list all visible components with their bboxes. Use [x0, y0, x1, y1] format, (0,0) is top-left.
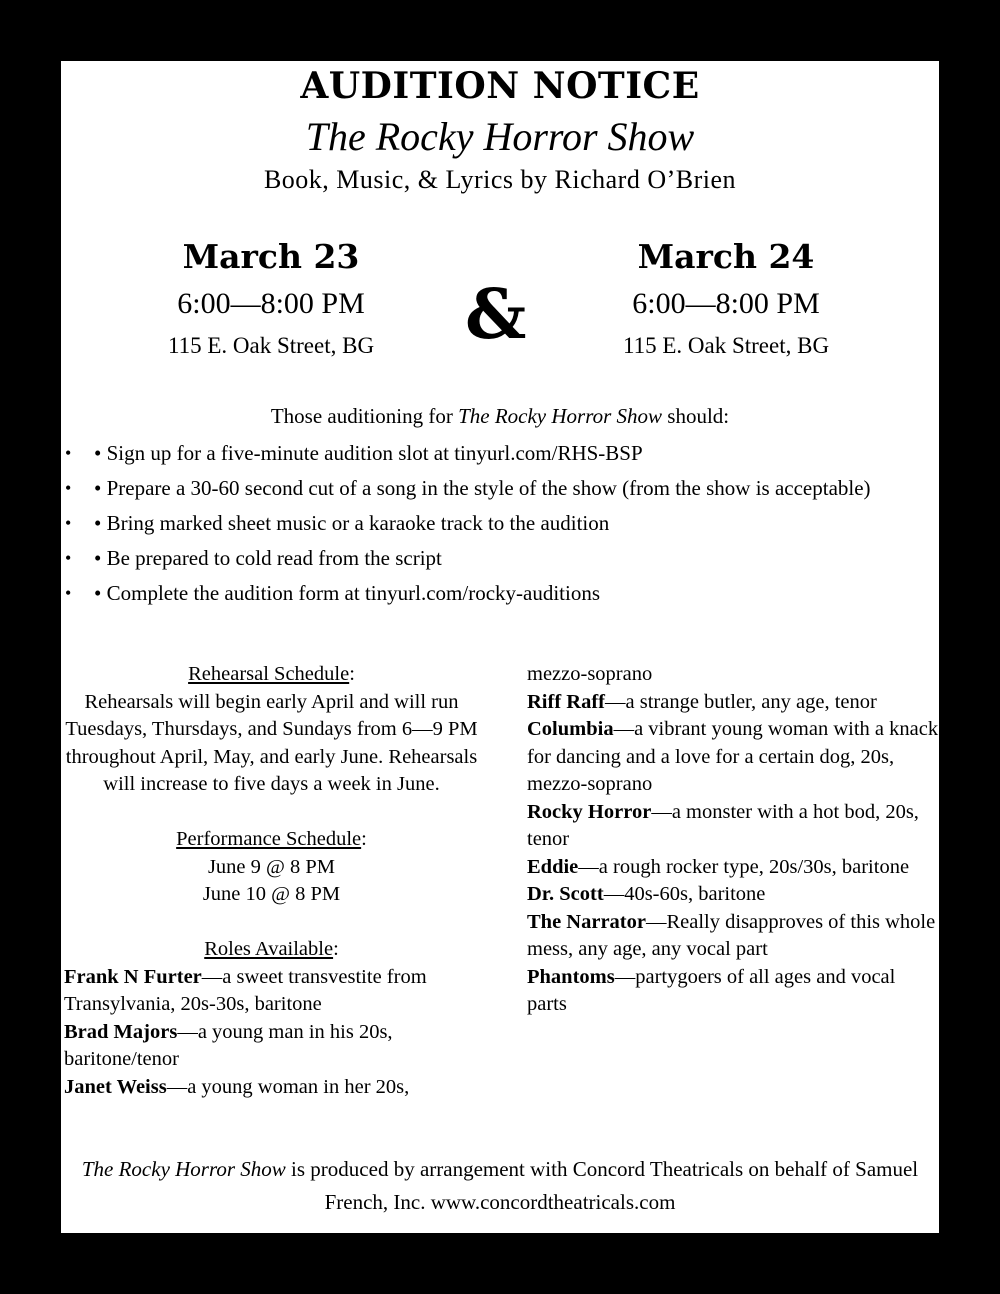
role-name: Janet Weiss — [64, 1075, 167, 1098]
rehearsal-heading — [64, 661, 479, 689]
role-name: Dr. Scott — [527, 883, 604, 905]
performance-heading-text: Performance Schedule — [176, 828, 362, 850]
footer-text: is produced by arrangement with Concord Theatricals on behalf of Samuel French, Inc. www.concordtheatricals.com — [285, 1157, 919, 1214]
right-column — [527, 661, 939, 1019]
role-entry — [527, 716, 939, 799]
list-item: • • Be prepared to cold read from the script — [94, 542, 914, 574]
audition-time: 6:00—8:00 PM — [177, 287, 365, 320]
role-name: Columbia — [527, 718, 614, 740]
role-entry — [527, 854, 939, 882]
rehearsal-heading-text: Rehearsal Schedule — [188, 663, 350, 685]
list-item: • • Prepare a 30-60 second cut of a song in the style of the show (from the show is acceptable) — [94, 472, 914, 504]
list-item: • • Complete the audition form at tinyurl.com/rocky-auditions — [94, 577, 914, 609]
role-desc: —a young woman in her 20s, — [166, 1075, 410, 1098]
ampersand: & — [465, 275, 527, 355]
role-name: Rocky Horror — [527, 800, 652, 823]
list-item: • • Bring marked sheet music or a karaoke track to the audition — [94, 507, 914, 539]
role-desc: —a sweet transvestite from Transylvania, 20s-30s, baritone — [64, 965, 427, 1015]
performance-date: June 9 @ 8 PM — [207, 855, 336, 878]
role-entry — [527, 799, 939, 854]
requirements-intro — [61, 404, 939, 429]
role-desc: —40s-60s, baritone — [603, 883, 766, 905]
role-entry — [527, 964, 939, 1019]
role-desc: —partygoers of all ages and vocal parts — [527, 965, 896, 1015]
role-entry — [64, 1019, 479, 1074]
intro-text: Those auditioning for — [270, 404, 459, 428]
heading-colon: : — [333, 938, 339, 960]
role-desc: —a vibrant young woman with a knack for dancing and a love for a certain dog, 20s, mezzo-soprano — [527, 718, 939, 795]
role-name: Eddie — [527, 855, 579, 878]
roles-heading — [64, 936, 479, 964]
role-desc: —a rough rocker type, 20s/30s, baritone — [578, 855, 910, 878]
show-title: The Rocky Horror Show — [305, 114, 695, 159]
date-block-1 — [106, 237, 436, 359]
requirements-list — [61, 437, 914, 612]
role-desc: —Really disapproves of this whole mess, any age, any vocal part — [527, 910, 936, 960]
role-name: Phantoms — [527, 965, 615, 988]
role-continuation: mezzo-soprano — [527, 663, 653, 685]
role-entry — [64, 1074, 479, 1102]
notice-heading: AUDITION NOTICE — [300, 65, 700, 107]
audition-date: March 24 — [637, 237, 815, 276]
role-entry — [527, 881, 939, 909]
role-name: The Narrator — [527, 910, 646, 933]
role-entry — [527, 689, 939, 717]
heading-colon: : — [349, 663, 355, 685]
left-column — [64, 661, 479, 1101]
audition-date: March 23 — [182, 237, 360, 276]
role-entry — [527, 909, 939, 964]
role-name: Frank N Furter — [64, 965, 202, 988]
role-name: Brad Majors — [64, 1020, 178, 1043]
role-desc: —a strange butler, any age, tenor — [605, 690, 877, 713]
audition-address: 115 E. Oak Street, BG — [167, 333, 375, 358]
licensing-footer — [61, 1153, 939, 1219]
byline: Book, Music, & Lyrics by Richard O’Brien — [263, 165, 737, 194]
list-item: • • Sign up for a five-minute audition slot at tinyurl.com/RHS-BSP — [94, 437, 914, 469]
intro-text-end: should: — [662, 404, 730, 428]
date-block-2 — [561, 237, 891, 359]
performance-date: June 10 @ 8 PM — [202, 883, 341, 905]
role-desc: —a monster with a hot bod, 20s, tenor — [527, 800, 919, 850]
audition-address: 115 E. Oak Street, BG — [622, 333, 830, 358]
footer-show-title: The Rocky Horror Show — [81, 1157, 286, 1181]
role-entry — [64, 964, 479, 1019]
audition-time: 6:00—8:00 PM — [632, 287, 820, 320]
rehearsal-text: Rehearsals will begin early April and will run Tuesdays, Thursdays, and Sundays from 6—9 PM throughout April, May, and early June. Rehearsals will increase to five days a week in June. — [65, 690, 478, 795]
intro-show-title: The Rocky Horror Show — [458, 404, 663, 428]
heading-colon: : — [361, 828, 367, 850]
performance-heading — [64, 826, 479, 854]
audition-notice-page — [61, 61, 939, 1233]
role-desc: —a young man in his 20s, baritone/tenor — [64, 1020, 393, 1070]
roles-heading-text: Roles Available — [204, 938, 334, 960]
role-name: Riff Raff — [527, 690, 605, 713]
